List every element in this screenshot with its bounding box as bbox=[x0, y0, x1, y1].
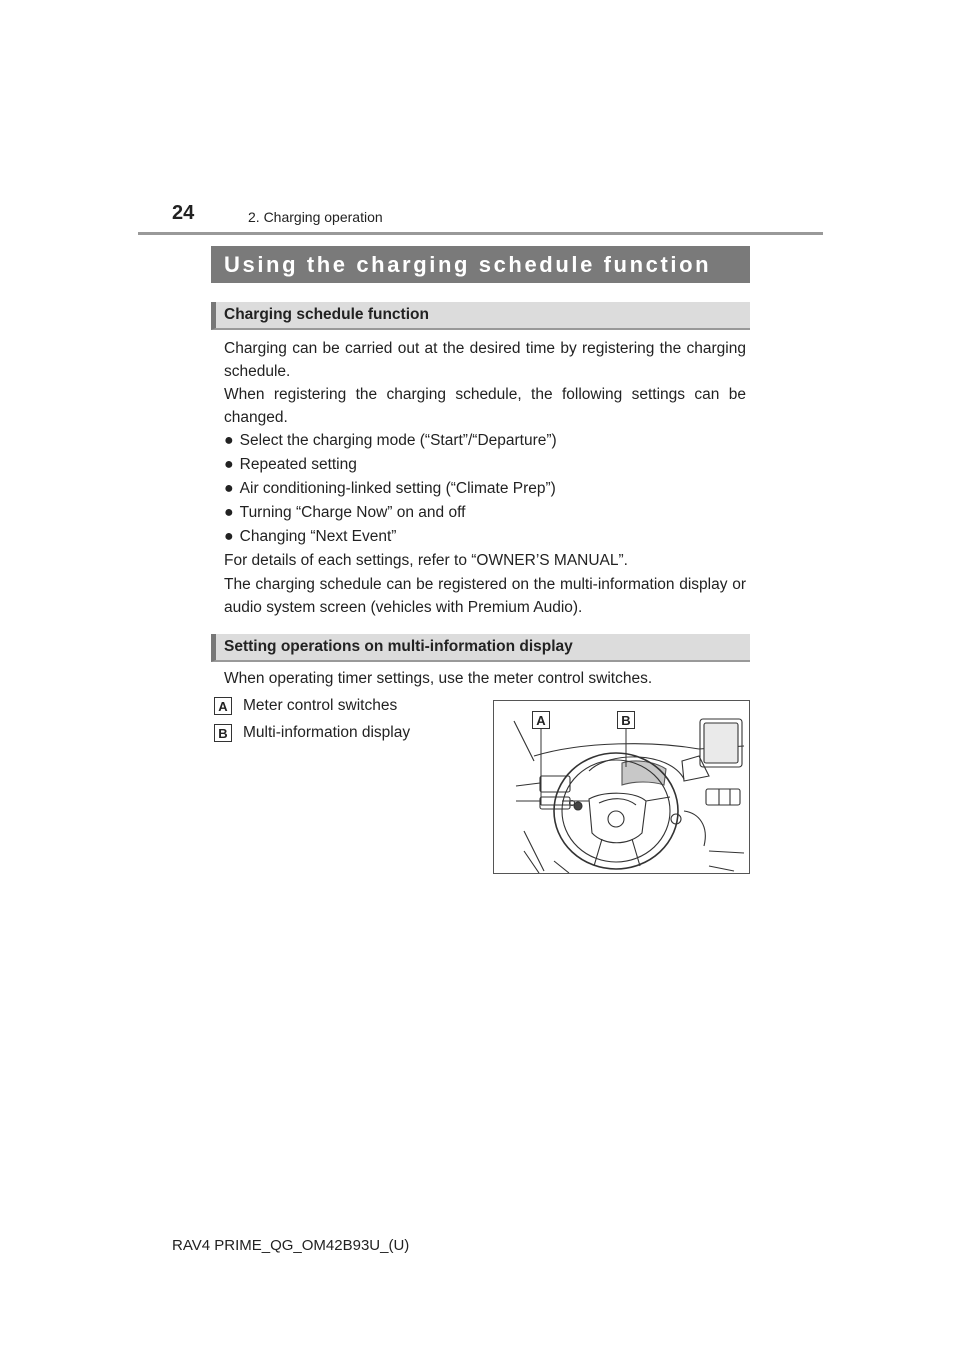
dashboard-illustration bbox=[493, 700, 750, 874]
para-intro: Charging can be carried out at the desired time by registering the charging schedule. bbox=[224, 340, 746, 380]
bullet-item bbox=[224, 453, 357, 476]
bullet-icon: ● bbox=[224, 528, 234, 545]
subheader-multi-info: Setting operations on multi-information display bbox=[211, 634, 750, 662]
bullet-icon: ● bbox=[224, 504, 234, 521]
legend-badge: B bbox=[214, 724, 232, 742]
bullet-text: Changing “Next Event” bbox=[239, 528, 397, 545]
page-number: 24 bbox=[172, 202, 195, 224]
bullet-icon: ● bbox=[224, 456, 234, 473]
legend-badge: A bbox=[214, 697, 232, 715]
bullet-icon: ● bbox=[224, 480, 234, 497]
callout-a-label: A bbox=[532, 711, 550, 729]
footer-document-code: RAV4 PRIME_QG_OM42B93U_(U) bbox=[172, 1237, 410, 1254]
main-title: Using the charging schedule function bbox=[211, 246, 750, 283]
bullet-text: Repeated setting bbox=[239, 456, 357, 473]
legend-label: Meter control switches bbox=[243, 697, 398, 714]
subheader-charging-schedule: Charging schedule function bbox=[211, 302, 750, 330]
legend-label: Multi-information display bbox=[243, 724, 411, 741]
para-settings: When registering the charging schedule, the following settings can be changed. bbox=[224, 386, 746, 426]
bullet-text: Select the charging mode (“Start”/“Departure”) bbox=[239, 432, 557, 449]
section-header: 2. Charging operation bbox=[248, 209, 383, 225]
bullet-text: Turning “Charge Now” on and off bbox=[239, 504, 466, 521]
para-timer: When operating timer settings, use the meter control switches. bbox=[224, 670, 653, 687]
bullet-item bbox=[224, 477, 556, 500]
callout-b-label: B bbox=[617, 711, 635, 729]
bullet-text: Air conditioning-linked setting (“Climate Prep”) bbox=[239, 480, 556, 497]
para-register: The charging schedule can be registered on the multi-information display or audio system screen (vehicles with Premium Audio). bbox=[224, 576, 746, 616]
bullet-item bbox=[224, 501, 465, 524]
header-rule bbox=[138, 232, 823, 235]
para-details: For details of each settings, refer to “OWNER’S MANUAL”. bbox=[224, 552, 628, 569]
legend-item-a bbox=[214, 697, 397, 715]
legend-item-b bbox=[214, 724, 410, 742]
bullet-icon: ● bbox=[224, 432, 234, 449]
bullet-item bbox=[224, 525, 396, 548]
bullet-item bbox=[224, 429, 557, 452]
